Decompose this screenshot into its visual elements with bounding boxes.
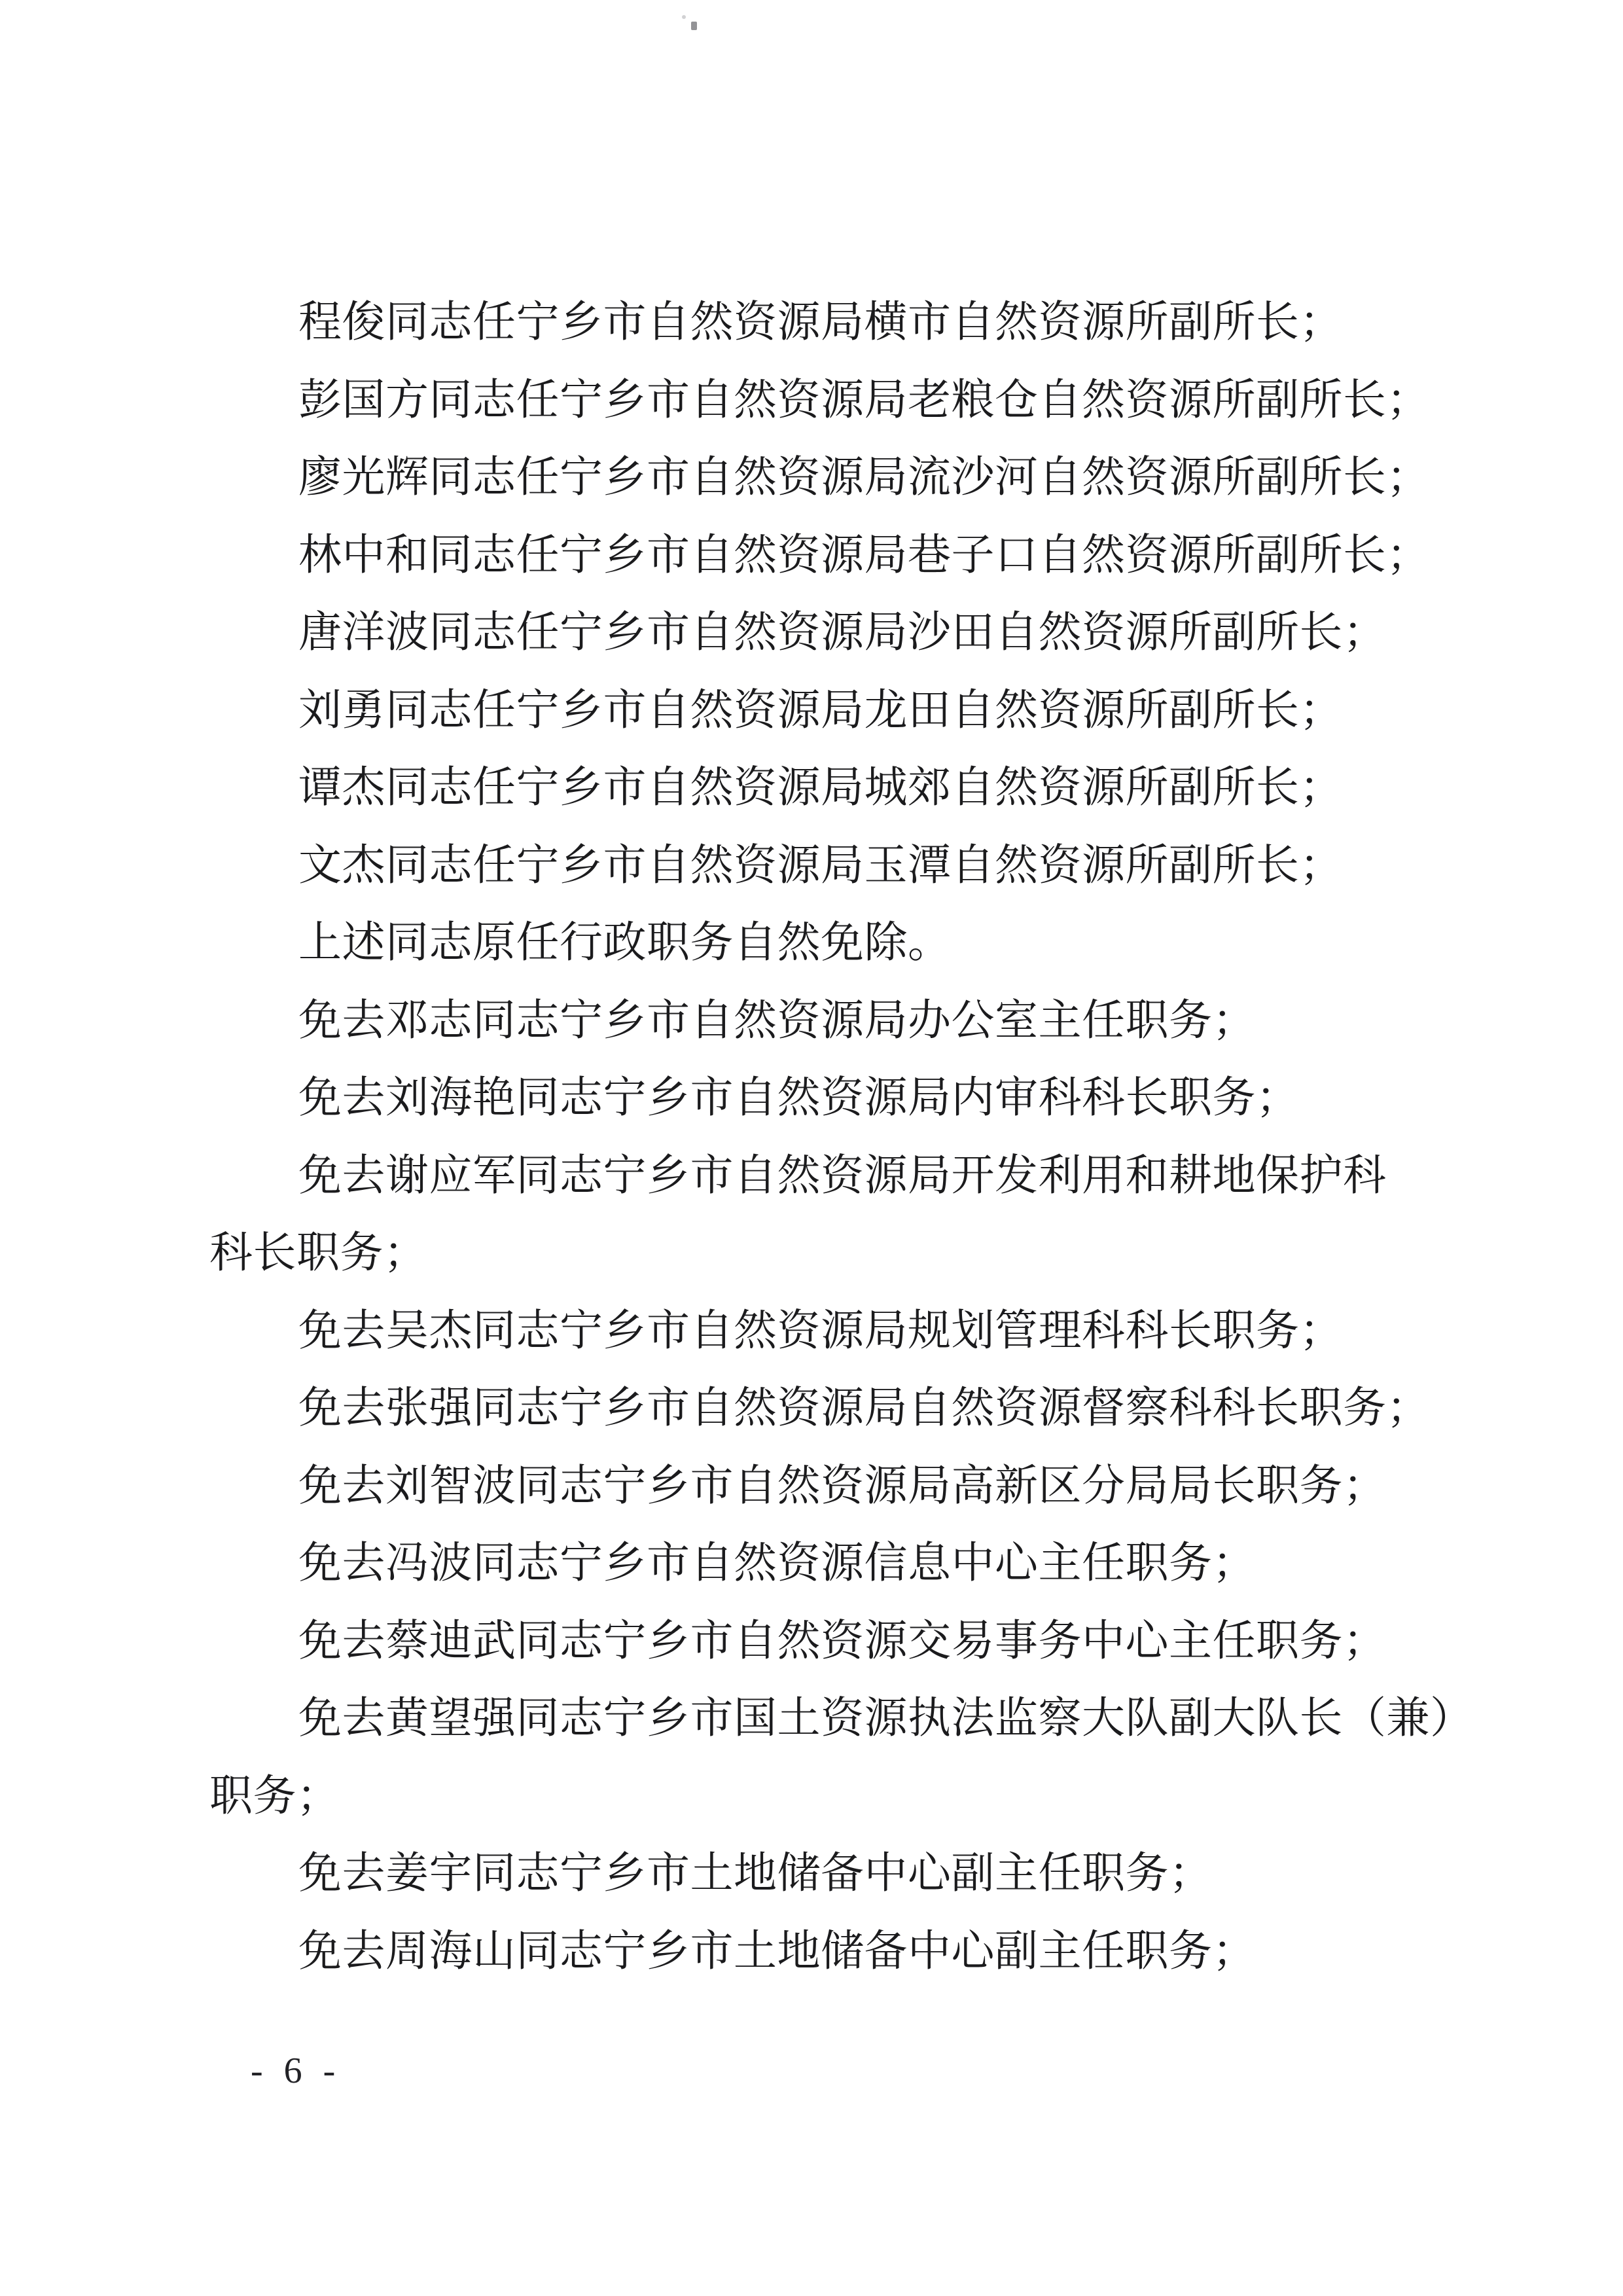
document-line: 林中和同志任宁乡市自然资源局巷子口自然资源所副所长； <box>298 531 1430 579</box>
document-line: 免去姜宇同志宁乡市土地储备中心副主任职务； <box>298 1850 1213 1897</box>
document-line: 彭国方同志任宁乡市自然资源局老粮仓自然资源所副所长； <box>298 376 1430 424</box>
document-line: 唐洋波同志任宁乡市自然资源局沙田自然资源所副所长； <box>298 609 1387 656</box>
document-line: 刘勇同志任宁乡市自然资源局龙田自然资源所副所长； <box>298 686 1343 734</box>
document-line: 免去张强同志宁乡市自然资源局自然资源督察科科长职务； <box>298 1384 1430 1432</box>
document-line: 免去刘智波同志宁乡市自然资源局高新区分局局长职务； <box>298 1462 1387 1510</box>
document-line: 免去冯波同志宁乡市自然资源信息中心主任职务； <box>298 1539 1256 1587</box>
document-line: 免去刘海艳同志宁乡市自然资源局内审科科长职务； <box>298 1074 1300 1122</box>
document-line-continuation: 职务； <box>209 1772 340 1820</box>
document-line: 谭杰同志任宁乡市自然资源局城郊自然资源所副所长； <box>298 764 1343 812</box>
document-line: 上述同志原任行政职务自然免除。 <box>298 919 952 967</box>
document-line: 免去周海山同志宁乡市土地储备中心副主任职务； <box>298 1927 1256 1975</box>
document-line: 免去黄望强同志宁乡市国土资源执法监察大队副大队长（兼） <box>298 1695 1474 1742</box>
page-number: - 6 - <box>251 2051 342 2091</box>
document-line: 程俊同志任宁乡市自然资源局横市自然资源所副所长； <box>298 298 1343 346</box>
document-line: 免去邓志同志宁乡市自然资源局办公室主任职务； <box>298 996 1256 1045</box>
document-line: 廖光辉同志任宁乡市自然资源局流沙河自然资源所副所长； <box>298 454 1430 501</box>
document-body <box>209 284 1474 1990</box>
document-line: 免去谢应军同志宁乡市自然资源局开发利用和耕地保护科 <box>298 1151 1387 1200</box>
document-line-continuation: 科长职务； <box>209 1229 427 1277</box>
document-line: 免去吴杰同志宁乡市自然资源局规划管理科科长职务； <box>298 1306 1343 1355</box>
scan-artifact <box>691 22 697 30</box>
document-line: 文杰同志任宁乡市自然资源局玉潭自然资源所副所长； <box>298 841 1343 889</box>
document-line: 免去蔡迪武同志宁乡市自然资源交易事务中心主任职务； <box>298 1617 1387 1665</box>
